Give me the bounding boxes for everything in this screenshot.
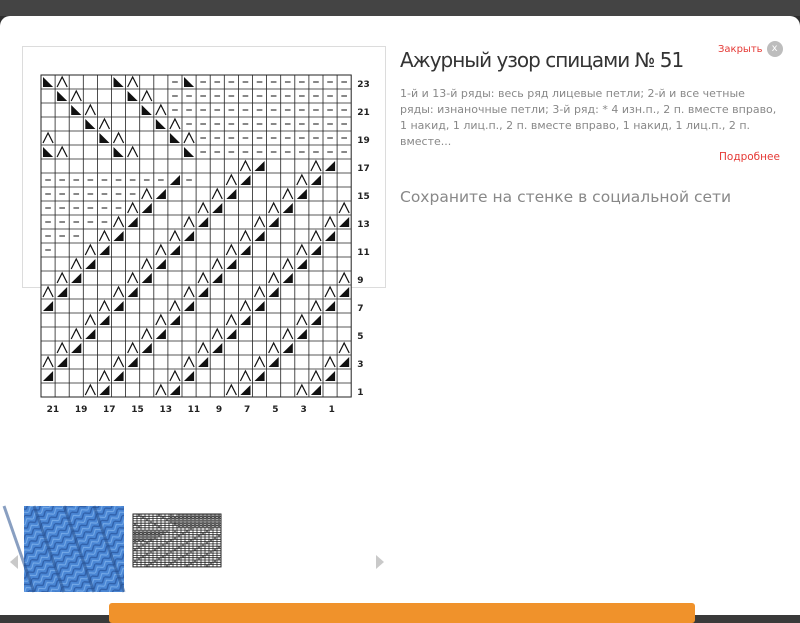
column-label: 13 [159, 405, 172, 415]
pattern-title: Ажурный узор спицами № 51 [400, 48, 684, 72]
chevron-right-icon[interactable] [376, 555, 384, 569]
column-label: 7 [244, 405, 251, 415]
background-strip [0, 0, 800, 16]
column-label: 5 [272, 405, 279, 415]
row-label: 13 [357, 219, 370, 230]
chart-thumbnail-image [130, 510, 226, 568]
save-to-social-text: Сохраните на стенке в социальной сети [400, 188, 732, 206]
more-link[interactable]: Подробнее [719, 151, 780, 163]
column-label: 9 [215, 405, 223, 415]
knit-photo-image [24, 506, 124, 592]
row-label: 11 [357, 247, 370, 258]
thumbnail-chart[interactable] [130, 510, 226, 568]
column-label: 11 [187, 405, 201, 415]
close-label: Закрыть [718, 43, 763, 55]
column-label: 1 [328, 405, 335, 415]
row-label: 21 [357, 107, 370, 118]
row-label: 19 [357, 135, 370, 146]
pattern-description: 1-й и 13-й ряды: весь ряд лицевые петли; 2-й и все четные ряды: изнаночные петли; 3-й ряд: * 4 изн.п., 2 п. вместе вправо, 1 накид, 1 лиц.п., 2 п. вместе вправо, 1 накид, 1 лиц.п., 2 п. вместе... [400, 87, 777, 148]
row-label: 5 [357, 331, 364, 342]
chevron-left-icon[interactable] [10, 555, 18, 569]
column-label: 17 [103, 405, 116, 415]
row-label: 23 [357, 79, 370, 90]
close-icon: x [767, 41, 783, 57]
row-label: 17 [357, 163, 370, 174]
action-button[interactable] [109, 603, 695, 623]
thumbnail-knit-photo[interactable] [24, 506, 124, 592]
column-label: 15 [131, 405, 144, 415]
row-label: 9 [357, 275, 364, 286]
pattern-image [22, 46, 386, 415]
row-label: 15 [357, 191, 370, 202]
image-modal [0, 16, 800, 615]
column-label: 21 [46, 405, 60, 415]
column-label: 19 [74, 405, 88, 415]
close-button[interactable] [718, 41, 783, 57]
row-label: 3 [357, 359, 364, 370]
row-label: 7 [357, 303, 364, 314]
knitting-chart [23, 47, 385, 415]
column-label: 3 [300, 405, 307, 415]
row-label: 1 [357, 387, 364, 398]
